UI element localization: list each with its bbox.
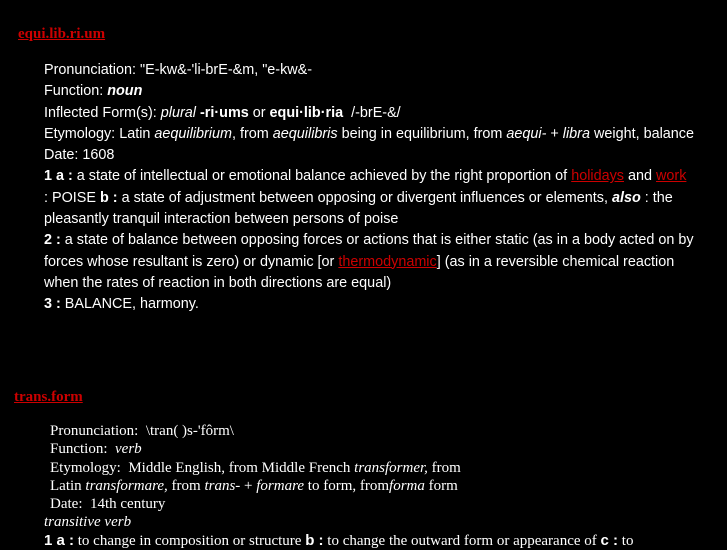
sense-2: 2 : a state of balance between opposing forces or actions that is either static (as in a body acted on by forces whose resultant is zero) or dynamic [or thermodynamic] (as in a reversible chemical reaction when the rates of reaction in both directions are equal)	[44, 232, 694, 291]
function-line: Function: verb	[50, 441, 142, 458]
transitive-verb-label: transitive verb	[44, 514, 132, 531]
pronunciation-line: Pronunciation: "E-kw&-'li-brE-&m, "e-kw&-	[44, 62, 313, 78]
date-line: Date: 1608	[44, 147, 115, 164]
entry-headword-transform[interactable]	[14, 389, 83, 406]
pronunciation-line: Pronunciation: \tran( )s-'fôrm\	[50, 423, 234, 439]
inflected-forms-line: Inflected Form(s): plural -ri·ums or equi·lib·ria /-brE-&/	[44, 104, 401, 121]
entry-body-equilibrium	[44, 60, 694, 316]
date-line: Date: 14th century	[50, 496, 166, 513]
headword-link[interactable]: equi.lib.ri.um	[18, 26, 106, 42]
etymology-line: Etymology: Middle English, from Middle French transformer, from	[50, 459, 461, 476]
etymology-line-2: Latin transformare, from trans- + formare to form, fromforma form	[50, 477, 458, 494]
link-holidays[interactable]: holidays	[571, 168, 624, 185]
link-work[interactable]: work	[656, 168, 687, 185]
sense-3: 3 : BALANCE, harmony.	[44, 296, 199, 313]
sense-1: 1 a : a state of intellectual or emotional balance achieved by the right proportion of holidays and work : POISE b : a state of adjustment between opposing or divergent influences or elements, also : the pleasantly tranquil interaction between persons of poise	[44, 168, 687, 228]
function-line: Function: noun	[44, 83, 143, 100]
sense-1: 1 a : to change in composition or structure b : to change the outward form or appearance of c : to	[44, 531, 634, 549]
headword-link[interactable]: trans.form	[14, 389, 83, 405]
etymology-line: Etymology: Latin aequilibrium, from aequilibris being in equilibrium, from aequi- + libra weight, balance	[44, 125, 694, 142]
entry-body-transform	[44, 422, 720, 550]
link-thermodynamic[interactable]: thermodynamic	[338, 253, 437, 270]
entry-headword-equilibrium[interactable]	[18, 26, 105, 43]
